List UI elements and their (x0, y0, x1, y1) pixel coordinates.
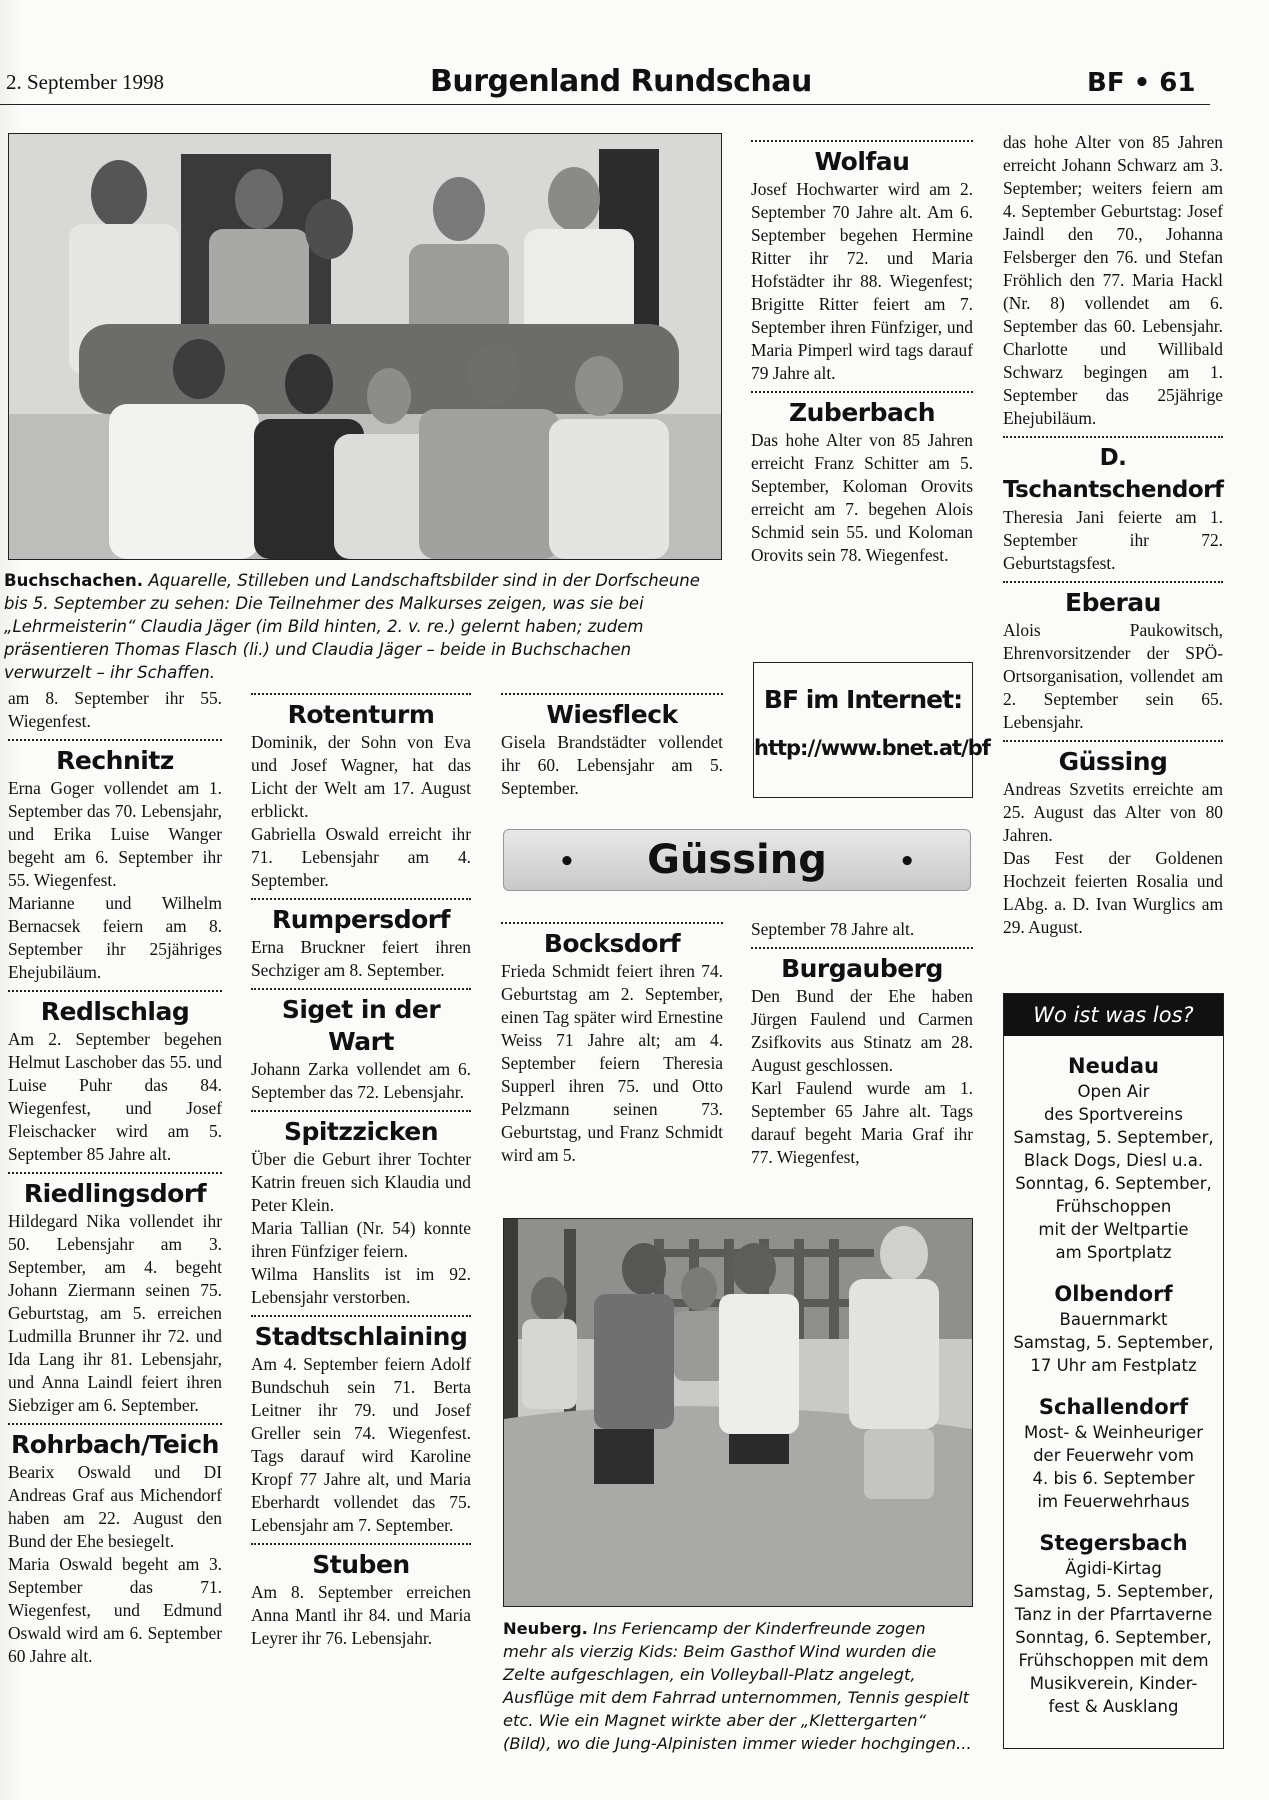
event-line: Tanz in der Pfarrtaverne (1014, 1605, 1213, 1624)
rumpersdorf-paragraph: Erna Bruckner feiert ihren Sechziger am 8. September. (251, 937, 471, 980)
guessing-paragraph: Das Fest der Goldenen Hochzeit feierten Rosalia und LAbg. a. D. Ivan Wurglics am 29. August. (1003, 848, 1223, 937)
event-line: der Feuerwehr vom (1033, 1446, 1194, 1465)
separator (251, 898, 471, 900)
column-5-intro: das hohe Alter von 85 Jahren erreicht Johann Schwarz am 3. September; weiters feiern am 4. September Geburtstag: Josef Jaindl den 70., Johanna Felsberger den 76. und Stefan Fröhlich den 77. Maria Hackl (Nr. 8) vollendet am 6. September das 60. Lebensjahr. Charlotte und Willibald Schwarz begingen am 1. September das 25jährige Ehejubiläum. (1003, 132, 1223, 428)
rechnitz-paragraph: Erna Goger vollendet am 1. September das 70. Lebensjahr, und Erika Luise Wanger begeht am 6. September ihr 55. Wiegenfest. (8, 778, 222, 890)
events-box (1003, 993, 1224, 1749)
caption-text: Aquarelle, Stilleben und Landschaftsbilder sind in der Dorfscheune bis 5. September zu sehen: Die Teilnehmer des Malkurses zeigen, was sie bei „Lehrmeisterin“ Claudia Jäger (im Bild hinten, 2. v. re.) gelernt haben; zudem präsentieren Thomas Flasch (li.) und Claudia Jäger – beide in Buchschachen verwurzelt – ihr Schaffen. (4, 571, 700, 682)
town-heading-eberau: Eberau (1065, 588, 1161, 617)
redlschlag-paragraph: Am 2. September begehen Helmut Laschober das 55. und Luise Puhr das 84. Wiegenfest, und Josef Fleischacker wird am 5. September 85 Jahre alt. (8, 1029, 222, 1164)
separator (251, 1543, 471, 1545)
guessing-paragraph: Andreas Szvetits erreichte am 25. August das Alter von 80 Jahren. (1003, 779, 1223, 845)
events-title: Wo ist was los? (1004, 994, 1223, 1036)
riedlingsdorf-paragraph: Hildegard Nika vollendet ihr 50. Lebensjahr am 3. September, am 4. begeht Johann Ziermann seinen 75. Geburtstag, am 5. erreichen Ludmilla Brunner ihr 72. und Ida Lang ihr 81. Lebensjahr, und Anna Laindl feiert ihren Siebziger am 6. September. (8, 1211, 222, 1415)
event-line: Samstag, 5. September, (1013, 1333, 1214, 1352)
stadtschlaining-paragraph: Am 4. September feiern Adolf Bundschuh sein 71. Berta Leitner ihr 79. und Josef Greller sein 74. Wiegenfest. Tags darauf wird Karoline Kropf 77 Jahre alt, und Maria Eberhardt vollendet das 75. Lebensjahr am 7. September. (251, 1354, 471, 1535)
column-4-top (751, 134, 973, 567)
banner-bullet: • (558, 847, 576, 877)
event-line: Sonntag, 6. September, (1015, 1628, 1212, 1647)
separator (251, 693, 471, 695)
column-4-bottom (751, 918, 973, 1169)
event-line: des Sportvereins (1044, 1105, 1183, 1124)
town-heading-rohrbach: Rohrbach/Teich (11, 1430, 219, 1459)
bocksdorf-paragraph: Frieda Schmidt feiert ihren 74. Geburtstag am 2. September, einen Tag später wird Ernestine Weiss 71 Jahre alt; am 4. September feiern Theresia Supperl ihren 75. und Otto Pelzmann seinen 73. Geburtstag, und Franz Schmidt wird am 5. (501, 961, 723, 1165)
column-3-bottom (501, 916, 723, 1167)
page-number: BF • 61 (1087, 68, 1196, 98)
separator (751, 947, 973, 949)
spitzzicken-paragraph: Über die Geburt ihrer Tochter Katrin freuen sich Klaudia und Peter Klein. (251, 1149, 471, 1215)
photo-illustration (9, 134, 721, 559)
group-photo-buchschachen (8, 133, 722, 560)
town-heading-rumpersdorf: Rumpersdorf (272, 905, 450, 934)
rechnitz-paragraph: Marianne und Wilhelm Bernacsek feiern am 8. September ihr 25jähriges Ehejubiläum. (8, 893, 222, 982)
internet-title: BF im Internet: (763, 685, 963, 714)
separator (1003, 740, 1223, 742)
event-town: Stegersbach (1039, 1531, 1188, 1555)
photo-caption-neuberg (503, 1617, 973, 1755)
burgauberg-paragraph: Karl Faulend wurde am 1. September 65 Jahre alt. Tags darauf begeht Maria Graf ihr 77. Wiegenfest, (751, 1078, 973, 1167)
event-town: Olbendorf (1054, 1282, 1173, 1306)
separator (1003, 436, 1223, 438)
town-heading-burgauberg: Burgauberg (781, 954, 943, 983)
event-line: Musikverein, Kinder- (1029, 1674, 1198, 1693)
event-line: fest & Ausklang (1048, 1697, 1179, 1716)
separator (251, 988, 471, 990)
column-2 (251, 687, 471, 1650)
issue-date: 2. September 1998 (6, 70, 165, 94)
event-line: 4. bis 6. September (1032, 1469, 1195, 1488)
rohrbach-paragraph: Maria Oswald begeht am 3. September das 71. Wiegenfest, und Edmund Oswald wird am 6. September 60 Jahre alt. (8, 1554, 222, 1666)
spitzzicken-paragraph: Maria Tallian (Nr. 54) konnte ihren Fünfziger feiern. (251, 1218, 471, 1261)
wiesfleck-paragraph: Gisela Brandstädter vollendet ihr 60. Lebensjahr am 5. September. (501, 732, 723, 798)
climbing-photo-neuberg (503, 1218, 973, 1607)
separator (8, 739, 222, 741)
column-1-intro: am 8. September ihr 55. Wiegenfest. (8, 688, 222, 731)
separator (8, 1423, 222, 1425)
photo-illustration (504, 1219, 972, 1606)
separator (251, 1110, 471, 1112)
rotenturm-paragraph: Gabriella Oswald erreicht ihr 71. Lebensjahr am 4. September. (251, 824, 471, 890)
event-line: mit der Weltpartie (1038, 1220, 1189, 1239)
town-heading-redlschlag: Redlschlag (40, 997, 190, 1026)
column-4-continuation: September 78 Jahre alt. (751, 919, 915, 939)
town-heading-bocksdorf: Bocksdorf (543, 929, 681, 958)
event-line: Samstag, 5. September, (1013, 1128, 1214, 1147)
photo-caption-buchschachen (4, 569, 722, 684)
event-line: Most- & Weinheuriger (1023, 1423, 1204, 1442)
banner-bullet: • (898, 847, 916, 877)
event-line: Ägidi-Kirtag (1065, 1559, 1162, 1578)
rohrbach-paragraph: Bearix Oswald und DI Andreas Graf aus Michendorf haben am 22. August den Bund der Ehe besiegelt. (8, 1462, 222, 1551)
tschantschendorf-paragraph: Theresia Jani feierte am 1. September ihr 72. Geburtstagsfest. (1003, 507, 1223, 573)
zuberbach-paragraph: Das hohe Alter von 85 Jahren erreicht Franz Schitter am 5. September, Koloman Orovits erreicht am 7. begehen Alois Schmid sein 55. und Koloman Orovits sein 78. Wiegenfest. (751, 430, 973, 565)
section-title: Burgenland Rundschau (430, 64, 812, 99)
separator (251, 1315, 471, 1317)
town-heading-rotenturm: Rotenturm (287, 700, 435, 729)
wolfau-paragraph: Josef Hochwarter wird am 2. September 70 Jahre alt. Am 6. September begehen Hermine Ritter ihr 72. und Maria Hofstädter ihr 88. Wiegenfest; Brigitte Ritter feiert am 7. September ihren Fünfziger, und Maria Pimperl wird tags darauf 79 Jahre alt. (751, 179, 973, 383)
event-item (1004, 1529, 1223, 1718)
column-5 (1003, 131, 1223, 939)
caption-text: Ins Feriencamp der Kinderfreunde zogen mehr als vierzig Kids: Beim Gasthof Wind wurden die Zelte aufgeschlagen, ein Volleyball-Platz angelegt, Ausflüge mit dem Fahrrad unternommen, Tennis gespielt etc. Wie ein Magnet wirkte aber der „Klettergarten“ (Bild), wo die Jung-Alpinisten immer wieder hochgingen... (503, 1619, 972, 1753)
separator (8, 1172, 222, 1174)
town-heading-wolfau: Wolfau (814, 147, 910, 176)
event-town: Schallendorf (1038, 1395, 1189, 1419)
town-heading-siget: Siget in der Wart (281, 995, 441, 1056)
town-heading-riedlingsdorf: Riedlingsdorf (23, 1179, 207, 1208)
event-line: im Feuerwehrhaus (1037, 1492, 1190, 1511)
event-item (1004, 1052, 1223, 1264)
town-heading-rechnitz: Rechnitz (56, 746, 174, 775)
separator (751, 391, 973, 393)
caption-place: Buchschachen. (4, 571, 144, 590)
town-heading-stadtschlaining: Stadtschlaining (254, 1322, 468, 1351)
event-item (1004, 1280, 1223, 1377)
burgauberg-paragraph: Den Bund der Ehe haben Jürgen Faulend und Carmen Zsifkovits aus Stinatz am 28. August geschlossen. (751, 986, 973, 1075)
event-line: Samstag, 5. September, (1013, 1582, 1214, 1601)
separator (501, 693, 723, 695)
town-heading-stuben: Stuben (312, 1550, 410, 1579)
internet-url[interactable]: http://www.bnet.at/bf (754, 736, 990, 760)
event-line: Black Dogs, Diesl u.a. (1023, 1151, 1204, 1170)
column-3-top (501, 687, 723, 800)
event-item (1004, 1393, 1223, 1513)
town-heading-spitzzicken: Spitzzicken (283, 1117, 439, 1146)
banner-title: Güssing (647, 837, 827, 883)
rotenturm-paragraph: Dominik, der Sohn von Eva und Josef Wagner, hat das Licht der Welt am 17. August erblickt. (251, 732, 471, 821)
siget-paragraph: Johann Zarka vollendet am 6. September das 72. Lebensjahr. (251, 1059, 471, 1102)
internet-box (753, 662, 990, 798)
separator (751, 140, 973, 142)
event-line: 17 Uhr am Festplatz (1030, 1356, 1197, 1375)
event-line: Open Air (1077, 1082, 1150, 1101)
separator (501, 922, 723, 924)
column-1 (8, 687, 222, 1668)
town-heading-tschantschendorf: D. Tschantschendorf (1003, 445, 1224, 503)
town-heading-wiesfleck: Wiesfleck (546, 700, 678, 729)
event-town: Neudau (1068, 1054, 1159, 1078)
eberau-paragraph: Alois Paukowitsch, Ehrenvorsitzender der SPÖ-Ortsorganisation, vollendet am 2. September sein 65. Lebensjahr. (1003, 620, 1223, 732)
event-line: Frühschoppen (1055, 1197, 1172, 1216)
separator (1003, 581, 1223, 583)
event-line: Bauernmarkt (1059, 1310, 1168, 1329)
event-line: Frühschoppen mit dem (1018, 1651, 1209, 1670)
event-line: Sonntag, 6. September, (1015, 1174, 1212, 1193)
town-heading-zuberbach: Zuberbach (789, 398, 935, 427)
event-line: am Sportplatz (1055, 1243, 1172, 1262)
stuben-paragraph: Am 8. September erreichen Anna Mantl ihr 84. und Maria Leyrer ihr 76. Lebensjahr. (251, 1582, 471, 1648)
guessing-banner (503, 829, 971, 891)
town-heading-guessing: Güssing (1058, 747, 1168, 776)
caption-place: Neuberg. (503, 1619, 588, 1638)
spitzzicken-paragraph: Wilma Hanslits ist im 92. Lebensjahr verstorben. (251, 1264, 471, 1307)
header-rule (0, 104, 1210, 105)
separator (8, 990, 222, 992)
